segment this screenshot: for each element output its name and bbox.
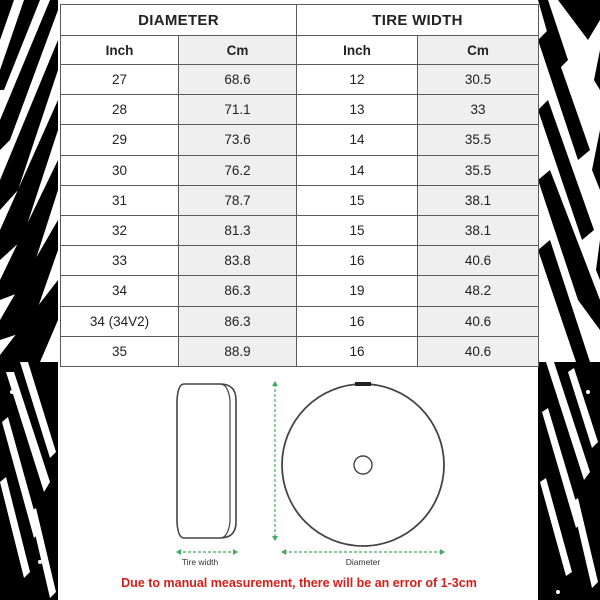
width-inch-cell: 16 xyxy=(297,336,418,366)
diameter-inch-cell: 32 xyxy=(61,215,179,245)
width-inch-cell: 16 xyxy=(297,306,418,336)
width-cm-cell: 33 xyxy=(418,95,539,125)
table-row xyxy=(61,246,539,276)
group-header-row xyxy=(61,5,539,36)
width-inch-cell: 13 xyxy=(297,95,418,125)
table-row xyxy=(61,336,539,366)
diameter-inch-header: Inch xyxy=(61,36,179,65)
column-header-row xyxy=(61,36,539,65)
diameter-cm-cell: 83.8 xyxy=(179,246,297,276)
measurement-error-note: Due to manual measurement, there will be an error of 1-3cm xyxy=(121,576,477,590)
table-row xyxy=(61,215,539,245)
diameter-cm-header: Cm xyxy=(179,36,297,65)
table-row xyxy=(61,65,539,95)
table-row xyxy=(61,95,539,125)
width-inch-cell: 14 xyxy=(297,155,418,185)
width-cm-cell: 40.6 xyxy=(418,246,539,276)
diameter-cm-cell: 86.3 xyxy=(179,276,297,306)
table-row xyxy=(61,185,539,215)
width-cm-cell: 40.6 xyxy=(418,306,539,336)
tire-measurement-diagram xyxy=(150,372,460,572)
diameter-inch-cell: 29 xyxy=(61,125,179,155)
tire-width-label: Tire width xyxy=(181,557,219,567)
width-inch-cell: 14 xyxy=(297,125,418,155)
diameter-inch-cell: 34 xyxy=(61,276,179,306)
width-inch-cell: 12 xyxy=(297,65,418,95)
diameter-cm-cell: 76.2 xyxy=(179,155,297,185)
width-cm-cell: 30.5 xyxy=(418,65,539,95)
table-row xyxy=(61,125,539,155)
tire-side-view xyxy=(177,384,236,538)
width-inch-cell: 15 xyxy=(297,185,418,215)
diameter-inch-cell: 28 xyxy=(61,95,179,125)
tire-width-group-header: TIRE WIDTH xyxy=(297,5,539,36)
table-row xyxy=(61,276,539,306)
diameter-inch-cell: 27 xyxy=(61,65,179,95)
diameter-cm-cell: 73.6 xyxy=(179,125,297,155)
size-chart-table xyxy=(60,4,539,367)
diameter-cm-cell: 78.7 xyxy=(179,185,297,215)
width-cm-cell: 38.1 xyxy=(418,215,539,245)
width-cm-cell: 35.5 xyxy=(418,125,539,155)
diameter-cm-cell: 86.3 xyxy=(179,306,297,336)
diameter-cm-cell: 71.1 xyxy=(179,95,297,125)
table-row xyxy=(61,306,539,336)
tire-front-view xyxy=(282,382,444,546)
width-inch-cell: 19 xyxy=(297,276,418,306)
diameter-inch-cell: 34 (34V2) xyxy=(61,306,179,336)
width-cm-cell: 40.6 xyxy=(418,336,539,366)
diameter-cm-cell: 88.9 xyxy=(179,336,297,366)
width-inch-header: Inch xyxy=(297,36,418,65)
tire-tread-bottom-right-decoration xyxy=(538,362,600,600)
diameter-label: Diameter xyxy=(345,557,381,567)
diameter-cm-cell: 68.6 xyxy=(179,65,297,95)
diameter-inch-cell: 33 xyxy=(61,246,179,276)
width-inch-cell: 16 xyxy=(297,246,418,276)
diameter-inch-cell: 31 xyxy=(61,185,179,215)
tire-tread-bottom-left-decoration xyxy=(0,362,58,600)
width-cm-header: Cm xyxy=(418,36,539,65)
diameter-group-header: DIAMETER xyxy=(61,5,297,36)
width-cm-cell: 35.5 xyxy=(418,155,539,185)
width-cm-cell: 38.1 xyxy=(418,185,539,215)
table-row xyxy=(61,155,539,185)
diameter-cm-cell: 81.3 xyxy=(179,215,297,245)
diameter-inch-cell: 30 xyxy=(61,155,179,185)
width-inch-cell: 15 xyxy=(297,215,418,245)
diameter-inch-cell: 35 xyxy=(61,336,179,366)
width-cm-cell: 48.2 xyxy=(418,276,539,306)
